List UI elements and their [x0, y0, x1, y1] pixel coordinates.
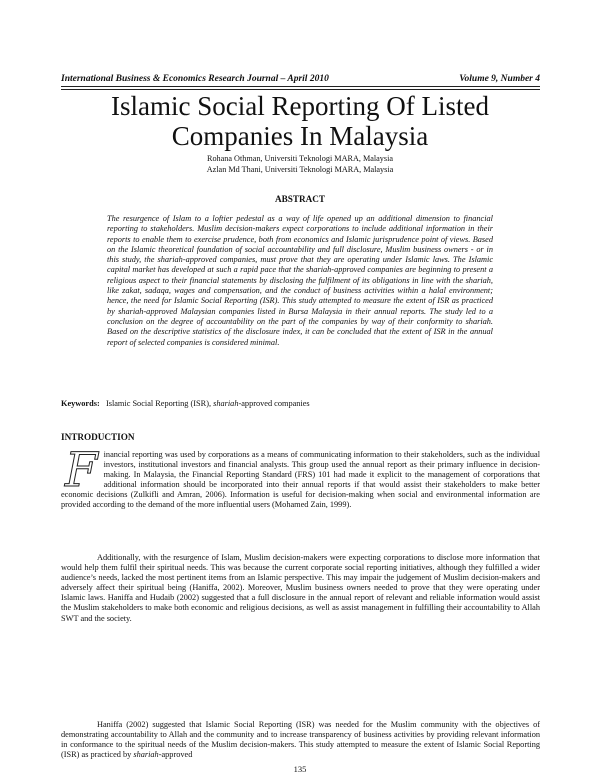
intro-paragraph-3 [61, 720, 540, 760]
intro-paragraph-1-text: inancial reporting was used by corporations as a means of communicating information to their stakeholders, such as the individual investors, institutional investors and financial analysts. This group used the annual report as their primary influence in decision-making. In Malaysia, the Financial Reporting Standard (FRS) 101 had made it explicit to the management of corporations that additional information should be incorporated into their annual reports if that would assist their stakeholders to make better economic decisions (Zulkifli and Amran, 2006). Information is useful for decision-making when social and environmental information are provided according to the demand of the more influential users (Mohamed Zain, 1999). [61, 450, 540, 510]
paper-title [60, 91, 540, 151]
page-number: 135 [293, 764, 307, 774]
running-header [61, 74, 540, 84]
title-line-2: Companies In Malaysia [171, 121, 429, 151]
abstract-heading: ABSTRACT [274, 194, 326, 204]
author-1: Rohana Othman, Universiti Teknologi MARA, Malaysia [207, 154, 393, 163]
keywords [61, 399, 540, 410]
header-rule-top [61, 86, 540, 87]
intro-paragraph-2: Additionally, with the resurgence of Islam, Muslim decision-makers were expecting corporations to disclose more information that would help them fulfil their spiritual needs. This was because the current corporate social reporting initiatives, although they fulfilled a wider audience’s needs, lacked the most pertinent items from an Islamic perspective. This may impair the judgement of Muslim decision-makers and adversely affect their spiritual being (Haniffa, 2002). Moreover, Muslim business owners needed to prove that they were operating under Islamic laws. Haniffa and Hudaib (2002) suggested that a full disclosure in the annual report of relevant and reliable information would assist the Muslim stakeholders to make both economic and religious decisions, as well as assist management in fulfilling their accountability to Allah SWT and the society. [61, 553, 540, 623]
title-line-1: Islamic Social Reporting Of Listed [111, 91, 489, 121]
intro-paragraph-1 [61, 443, 540, 511]
intro-paragraph-3-text-a: Haniffa (2002) suggested that Islamic Social Reporting (ISR) was needed for the Muslim community with the objectives of demonstrating accountability to Allah and the community and to increase transparency of business activities by providing relevant information in conformance to the spiritual needs of the Muslim decision-makers. This study attempted to measure the extent of Islamic Social Reporting (ISR) as practiced by [61, 720, 540, 760]
author-list [60, 154, 540, 175]
header-rule-bottom [61, 89, 540, 90]
author-2: Azlan Md Thani, Universiti Teknologi MARA, Malaysia [206, 164, 394, 174]
introduction-heading: INTRODUCTION [61, 432, 135, 442]
keywords-text-b: -approved companies [238, 399, 310, 408]
abstract-text: The resurgence of Islam to a loftier pedestal as a way of life opened up an additional dimension to financial reporting to stakeholders. Muslim decision-makers expect corporations to include additional information in their reports to enable them to exercise prudence, both from economics and Islamic jurisprudence point of views. Based on the Islamic theoretical foundation of social accountability and full disclosure, Muslim business owners - or in this study, the shariah-approved companies, must prove that they are operating under Islamic laws. The Islamic capital market has developed at such a rapid pace that the shariah-approved companies are beginning to present a religious aspect to their financial statements by disclosing the fulfilment of its obligations in line with the shariah, like zakat, sadaqa, wages and compensation, and the conduct of business activities within a halal environment; hence, the need for Islamic Social Reporting (ISR). This study attempted to measure the extent of ISR as practiced by shariah-approved Malaysian companies listed in Bursa Malaysia in their annual reports. The study led to a conclusion on the degree of accountability on the part of the companies by way of their conformity to shariah. Based on the descriptive statistics of the disclosure index, it can be concluded that the extent of ISR in the annual report of selected companies is considered minimal. [107, 214, 493, 347]
keywords-label: Keywords: [61, 399, 100, 408]
intro-paragraph-3-text-b: -approved [158, 750, 193, 760]
intro-paragraph-3-italic: shariah [133, 750, 159, 760]
volume-number: Volume 9, Number 4 [459, 74, 540, 84]
journal-name: International Business & Economics Research Journal – April 2010 [61, 74, 329, 84]
keywords-text-italic: shariah [213, 399, 239, 408]
drop-cap: F [65, 443, 98, 498]
keywords-text-a: Islamic Social Reporting (ISR), [105, 399, 214, 408]
